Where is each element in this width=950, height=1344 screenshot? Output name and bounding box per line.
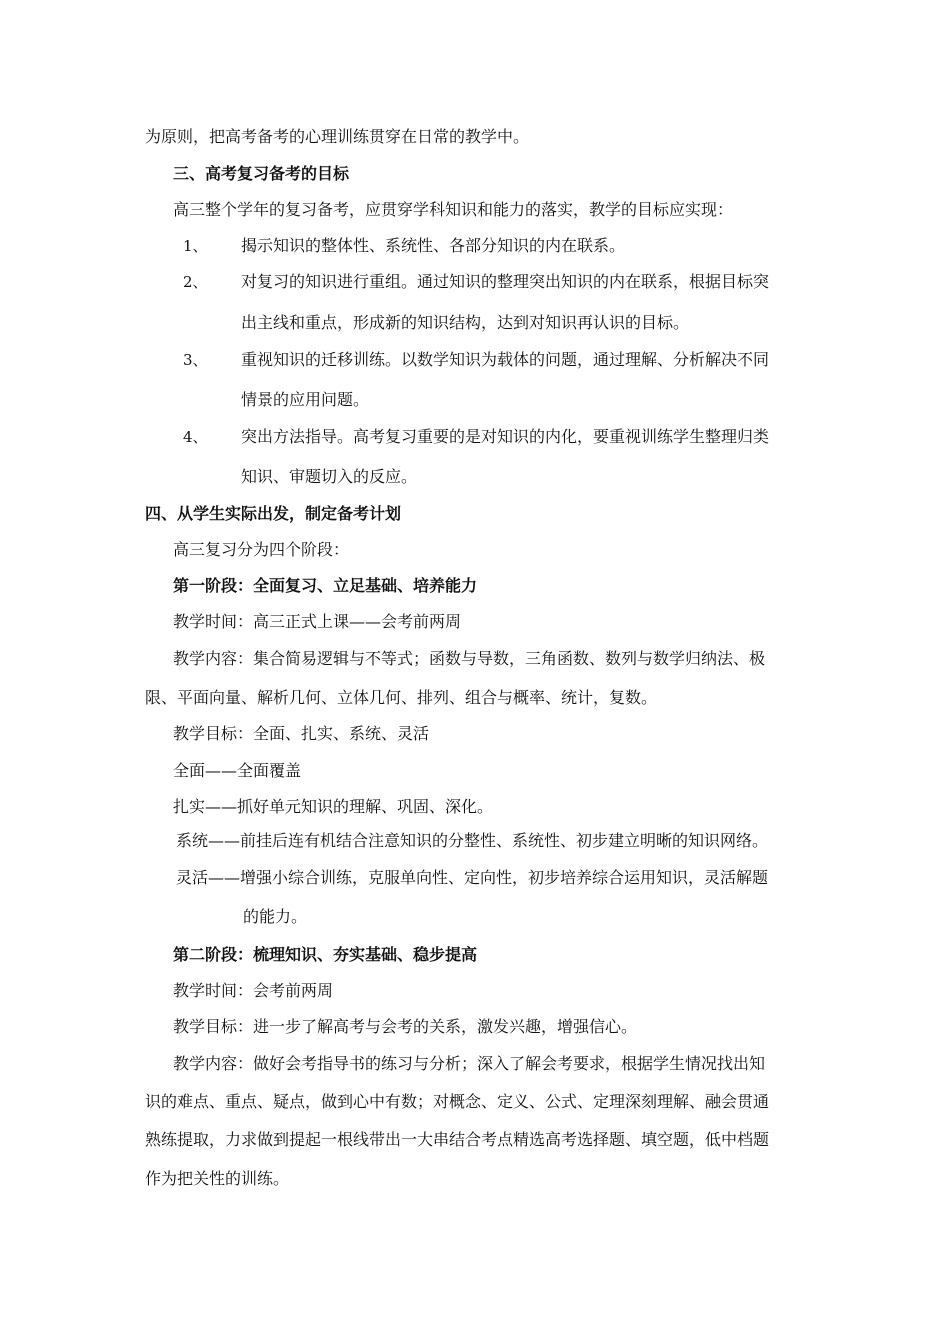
section4-lead: 高三复习分为四个阶段： [173, 540, 350, 559]
stage1-time: 教学时间：高三正式上课——会考前两周 [173, 612, 462, 631]
stage1-heading: 第一阶段：全面复习、立足基础、培养能力 [173, 576, 478, 595]
section4-heading: 四、从学生实际出发，制定备考计划 [145, 504, 402, 523]
list-item-number: 1、 [183, 237, 208, 255]
stage2-content-line: 作为把关性的训练。 [145, 1169, 290, 1188]
list-item-text: 突出方法指导。高考复习重要的是对知识的内化，要重视训练学生整理归类 [241, 427, 770, 446]
list-item-text: 对复习的知识进行重组。通过知识的整理突出知识的内在联系，根据目标突 [241, 272, 770, 291]
stage1-goal-item: 的能力。 [243, 907, 308, 926]
stage2-goal: 教学目标：进一步了解高考与会考的关系，激发兴趣，增强信心。 [173, 1017, 638, 1036]
stage1-goal-item: 扎实——抓好单元知识的理解、巩固、深化。 [173, 797, 494, 816]
list-item-number: 4、 [183, 428, 208, 446]
stage1-goal: 教学目标：全面、扎实、系统、灵活 [173, 724, 430, 743]
stage2-content-line: 熟练提取，力求做到提起一根线带出一大串结合考点精选高考选择题、填空题，低中档题 [145, 1130, 770, 1149]
stage2-content-line: 识的难点、重点、疑点，做到心中有数；对概念、定义、公式、定理深刻理解、融会贯通 [145, 1092, 770, 1111]
list-item-text: 揭示知识的整体性、系统性、各部分知识的内在联系。 [241, 236, 626, 255]
stage1-content-line: 教学内容：集合简易逻辑与不等式；函数与导数，三角函数、数列与数学归纳法、极 [173, 649, 766, 668]
stage2-content-line: 教学内容：做好会考指导书的练习与分析；深入了解会考要求，根据学生情况找出知 [173, 1054, 766, 1073]
list-item-text: 情景的应用问题。 [241, 390, 370, 409]
stage1-goal-item: 系统——前挂后连有机结合注意知识的分整性、系统性、初步建立明晰的知识网络。 [176, 831, 769, 850]
stage1-goal-item: 全面——全面覆盖 [173, 761, 302, 780]
section3-heading: 三、高考复习备考的目标 [173, 164, 350, 183]
stage1-goal-item: 灵活——增强小综合训练，克服单向性、定向性，初步培养综合运用知识，灵活解题 [176, 868, 769, 887]
stage2-time: 教学时间：会考前两周 [173, 981, 334, 1000]
stage2-heading: 第二阶段：梳理知识、夯实基础、稳步提高 [173, 945, 478, 964]
list-item-number: 3、 [183, 351, 208, 369]
intro-tail-text: 为原则，把高考备考的心理训练贯穿在日常的教学中。 [145, 127, 530, 146]
stage1-content-line: 限、平面向量、解析几何、立体几何、排列、组合与概率、统计，复数。 [145, 688, 658, 707]
section3-lead: 高三整个学年的复习备考，应贯穿学科知识和能力的落实，教学的目标应实现： [173, 200, 734, 219]
list-item-number: 2、 [183, 273, 208, 291]
list-item-text: 知识、审题切入的反应。 [241, 467, 418, 486]
list-item-text: 重视知识的迁移训练。以数学知识为载体的问题，通过理解、分析解决不同 [241, 350, 770, 369]
list-item-text: 出主线和重点，形成新的知识结构，达到对知识再认识的目标。 [241, 313, 690, 332]
